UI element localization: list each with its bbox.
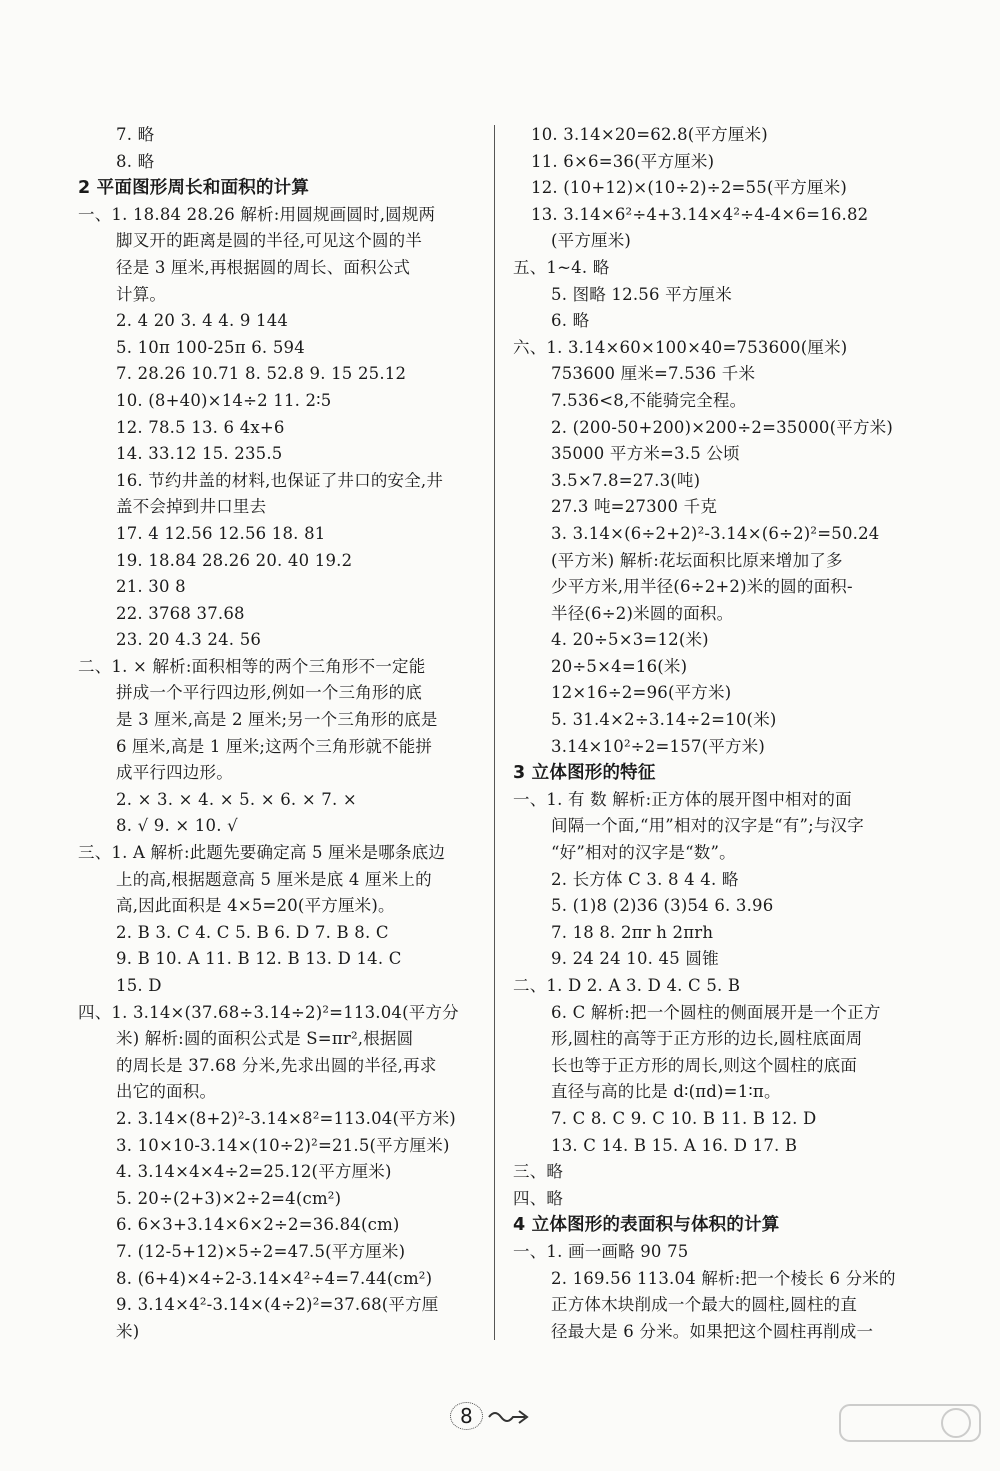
answer-line: 五、1~4. 略 bbox=[513, 257, 610, 277]
answer-line: 4. 20÷5×3=12(米) bbox=[551, 630, 709, 650]
answer-line: 5. 图略 12.56 平方厘米 bbox=[551, 284, 732, 304]
left-column bbox=[78, 122, 508, 1345]
answer-line: 三、1. A 解析:此题先要确定高 5 厘米是哪条底边 bbox=[78, 843, 446, 863]
answer-line: 二、1. D 2. A 3. D 4. C 5. B bbox=[513, 976, 741, 995]
answer-line: 四、略 bbox=[513, 1188, 564, 1208]
answer-line: 长也等于正方形的周长,则这个圆柱的底面 bbox=[551, 1055, 858, 1075]
answer-line: 13. 3.14×6²÷4+3.14×4²÷4-4×6=16.82 bbox=[531, 204, 869, 224]
answer-line: 16. 节约井盖的材料,也保证了井口的安全,井 bbox=[116, 470, 444, 490]
answer-line: 17. 4 12.56 12.56 18. 81 bbox=[116, 523, 326, 543]
answer-line: 2. × 3. × 4. × 5. × 6. × 7. × bbox=[116, 789, 357, 809]
answer-line: 一、1. 有 数 解析:正方体的展开图中相对的面 bbox=[513, 789, 852, 809]
answer-line: (平方厘米) bbox=[551, 231, 632, 251]
answer-line: 六、1. 3.14×60×100×40=753600(厘米) bbox=[513, 337, 848, 357]
answer-line: 5. 20÷(2+3)×2÷2=4(cm²) bbox=[116, 1188, 342, 1208]
answer-line: 8. 略 bbox=[116, 151, 155, 171]
answer-line: 半径(6÷2)米圆的面积。 bbox=[551, 603, 734, 623]
answer-line: 27.3 吨=27300 千克 bbox=[551, 497, 718, 517]
section-heading: 3 立体图形的特征 bbox=[513, 763, 656, 784]
answer-line: 拼成一个平行四边形,例如一个三角形的底 bbox=[116, 683, 423, 703]
answer-line: 3.14×10²÷2=157(平方米) bbox=[551, 736, 765, 756]
answer-line: 二、1. × 解析:面积相等的两个三角形不一定能 bbox=[78, 656, 426, 676]
answer-line: 7. 28.26 10.71 8. 52.8 9. 15 25.12 bbox=[116, 364, 407, 384]
answer-line: 四、1. 3.14×(37.68÷3.14÷2)²=113.04(平方分 bbox=[78, 1002, 459, 1022]
answer-line: 形,圆柱的高等于正方形的边长,圆柱底面周 bbox=[551, 1029, 863, 1049]
answer-line: 米) 解析:圆的面积公式是 S=πr²,根据圆 bbox=[116, 1029, 414, 1049]
answer-line: 13. C 14. B 15. A 16. D 17. B bbox=[551, 1135, 798, 1155]
answer-line: 3.5×7.8=27.3(吨) bbox=[551, 470, 701, 490]
answer-line: (平方米) 解析:花坛面积比原来增加了多 bbox=[551, 550, 843, 570]
decorative-arrow-icon bbox=[485, 1405, 533, 1427]
answer-line: 23. 20 4.3 24. 56 bbox=[116, 630, 262, 650]
answer-line: 直径与高的比是 d∶(πd)=1∶π。 bbox=[551, 1082, 781, 1102]
answer-line: 盖不会掉到井口里去 bbox=[116, 497, 267, 517]
answer-line: 7. C 8. C 9. C 10. B 11. B 12. D bbox=[551, 1108, 817, 1128]
answer-line: 径是 3 厘米,再根据圆的周长、面积公式 bbox=[116, 257, 411, 277]
section-heading: 2 平面图形周长和面积的计算 bbox=[78, 178, 310, 199]
answer-line: 8. √ 9. × 10. √ bbox=[116, 816, 238, 836]
answer-line: 7.536<8,不能骑完全程。 bbox=[551, 390, 747, 410]
answer-line: 5. 10π 100-25π 6. 594 bbox=[116, 337, 305, 357]
answer-line: 6 厘米,高是 1 厘米;这两个三角形就不能拼 bbox=[116, 736, 433, 756]
answer-line: 米) bbox=[116, 1321, 140, 1341]
answer-line: “好”相对的汉字是“数”。 bbox=[551, 843, 736, 863]
answer-line: 12. 78.5 13. 6 4x+6 bbox=[116, 417, 285, 437]
answer-line: 计算。 bbox=[116, 284, 167, 304]
answer-line: 7. 18 8. 2πr h 2πrh bbox=[551, 922, 714, 942]
answer-line: 2. 169.56 113.04 解析:把一个棱长 6 分米的 bbox=[551, 1268, 896, 1288]
watermark-logo-icon bbox=[836, 1403, 986, 1461]
answer-line: 21. 30 8 bbox=[116, 577, 186, 597]
answer-line: 22. 3768 37.68 bbox=[116, 603, 245, 623]
answer-line: 35000 平方米=3.5 公顷 bbox=[551, 444, 740, 464]
answer-line: 5. (1)8 (2)36 (3)54 6. 3.96 bbox=[551, 896, 774, 916]
answer-line: 径最大是 6 分米。如果把这个圆柱再削成一 bbox=[551, 1321, 874, 1341]
answer-line: 6. 6×3+3.14×6×2÷2=36.84(cm) bbox=[116, 1215, 400, 1235]
page-number: 8 bbox=[450, 1402, 483, 1430]
answer-line: 2. 4 20 3. 4 4. 9 144 bbox=[116, 311, 289, 331]
answer-line: 7. (12-5+12)×5÷2=47.5(平方厘米) bbox=[116, 1241, 406, 1261]
answer-line: 12×16÷2=96(平方米) bbox=[551, 683, 732, 703]
answer-line: 一、1. 画一画略 90 75 bbox=[513, 1241, 689, 1261]
answer-line: 间隔一个面,“用”相对的汉字是“有”;与汉字 bbox=[551, 816, 864, 836]
answer-line: 少平方米,用半径(6÷2+2)米的圆的面积- bbox=[551, 577, 853, 597]
answer-line: 8. (6+4)×4÷2-3.14×4²÷4=7.44(cm²) bbox=[116, 1268, 433, 1288]
answer-line: 5. 31.4×2÷3.14÷2=10(米) bbox=[551, 710, 777, 730]
column-divider bbox=[494, 125, 495, 1340]
answer-line: 的周长是 37.68 分米,先求出圆的半径,再求 bbox=[116, 1055, 437, 1075]
answer-line: 7. 略 bbox=[116, 125, 155, 144]
answer-line: 753600 厘米=7.536 千米 bbox=[551, 364, 756, 384]
answer-line: 正方体木块削成一个最大的圆柱,圆柱的直 bbox=[551, 1295, 858, 1315]
answer-line: 高,因此面积是 4×5=20(平方厘米)。 bbox=[116, 896, 395, 916]
answer-line: 9. 3.14×4²-3.14×(4÷2)²=37.68(平方厘 bbox=[116, 1295, 439, 1315]
answer-line: 成平行四边形。 bbox=[116, 763, 233, 783]
right-column bbox=[513, 122, 943, 1345]
answer-line: 20÷5×4=16(米) bbox=[551, 656, 688, 676]
answer-line: 6. C 解析:把一个圆柱的侧面展开是一个正方 bbox=[551, 1002, 881, 1022]
answer-line: 3. 10×10-3.14×(10÷2)²=21.5(平方厘米) bbox=[116, 1135, 450, 1155]
answer-line: 10. (8+40)×14÷2 11. 2∶5 bbox=[116, 390, 332, 410]
answer-line: 3. 3.14×(6÷2+2)²-3.14×(6÷2)²=50.24 bbox=[551, 523, 880, 543]
answer-line: 15. D bbox=[116, 976, 162, 995]
answer-line: 上的高,根据题意高 5 厘米是底 4 厘米上的 bbox=[116, 869, 432, 889]
answer-line: 9. B 10. A 11. B 12. B 13. D 14. C bbox=[116, 949, 402, 969]
section-heading: 4 立体图形的表面积与体积的计算 bbox=[513, 1215, 780, 1236]
answer-line: 脚叉开的距离是圆的半径,可见这个圆的半 bbox=[116, 231, 423, 251]
answer-line: 4. 3.14×4×4÷2=25.12(平方厘米) bbox=[116, 1162, 392, 1182]
watermark bbox=[836, 1403, 986, 1461]
answer-line: 出它的面积。 bbox=[116, 1082, 217, 1102]
answer-line: 11. 6×6=36(平方厘米) bbox=[531, 151, 715, 171]
answer-line: 9. 24 24 10. 45 圆锥 bbox=[551, 949, 719, 969]
answer-line: 三、略 bbox=[513, 1162, 564, 1182]
answer-line: 10. 3.14×20=62.8(平方厘米) bbox=[531, 125, 768, 144]
answer-line: 14. 33.12 15. 235.5 bbox=[116, 444, 283, 464]
answer-line: 19. 18.84 28.26 20. 40 19.2 bbox=[116, 550, 353, 570]
answer-line: 12. (10+12)×(10÷2)÷2=55(平方厘米) bbox=[531, 178, 848, 198]
answer-line: 2. B 3. C 4. C 5. B 6. D 7. B 8. C bbox=[116, 922, 389, 942]
answer-line: 2. (200-50+200)×200÷2=35000(平方米) bbox=[551, 417, 893, 437]
answer-line: 2. 3.14×(8+2)²-3.14×8²=113.04(平方米) bbox=[116, 1108, 456, 1128]
answer-line: 6. 略 bbox=[551, 311, 590, 331]
answer-line: 一、1. 18.84 28.26 解析:用圆规画圆时,圆规两 bbox=[78, 204, 436, 224]
page-footer bbox=[450, 1402, 533, 1430]
answer-line: 是 3 厘米,高是 2 厘米;另一个三角形的底是 bbox=[116, 710, 438, 730]
answer-line: 2. 长方体 C 3. 8 4 4. 略 bbox=[551, 869, 739, 889]
